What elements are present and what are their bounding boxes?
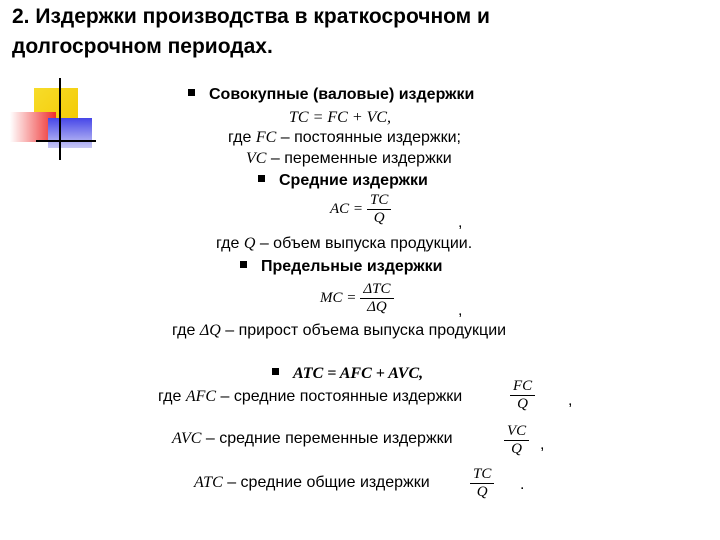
ac-comma: , bbox=[458, 214, 463, 231]
mc-lhs: MC = bbox=[320, 290, 357, 306]
bullet-icon bbox=[240, 261, 247, 268]
atc-symbol: ATC bbox=[194, 474, 223, 491]
fc-def-text: – постоянные издержки; bbox=[280, 129, 461, 146]
dq-def-label: где bbox=[172, 322, 196, 339]
q-definition bbox=[216, 235, 472, 253]
total-costs-heading-text: Совокупные (валовые) издержки bbox=[209, 86, 475, 103]
atc-punct: . bbox=[520, 476, 525, 493]
afc-symbol: AFC bbox=[185, 388, 217, 405]
afc-def-text: – средние постоянные издержки bbox=[220, 388, 463, 405]
total-costs-heading bbox=[188, 86, 474, 104]
mc-formula bbox=[320, 281, 394, 316]
vc-def-text: – переменные издержки bbox=[270, 150, 452, 167]
afc-definition bbox=[158, 388, 462, 406]
ac-denominator: Q bbox=[373, 210, 385, 226]
q-def-label: где bbox=[216, 235, 240, 252]
afc-numerator: FC bbox=[513, 378, 533, 394]
fc-definition bbox=[228, 129, 461, 147]
atc-def-text: – средние общие издержки bbox=[227, 474, 430, 491]
mc-denominator: ΔQ bbox=[367, 299, 387, 315]
avc-denominator: Q bbox=[511, 441, 522, 457]
afc-denominator: Q bbox=[517, 396, 528, 412]
atc-definition bbox=[194, 474, 430, 492]
avc-punct: , bbox=[540, 436, 545, 453]
dq-definition bbox=[172, 322, 506, 340]
tc-formula: TC = FC + VC, bbox=[289, 109, 392, 126]
atc-fraction bbox=[470, 466, 494, 501]
average-costs-heading bbox=[258, 172, 428, 190]
afc-fraction bbox=[510, 378, 535, 413]
fc-symbol: FC bbox=[255, 129, 277, 146]
avc-numerator: VC bbox=[507, 423, 527, 439]
title-line-1: 2. Издержки производства в краткосрочном и bbox=[12, 5, 490, 28]
vc-symbol: VC bbox=[246, 150, 267, 167]
mc-comma: , bbox=[458, 302, 463, 319]
avc-fraction bbox=[504, 423, 529, 458]
afc-punct: , bbox=[568, 392, 573, 409]
atc-formula-line bbox=[272, 365, 423, 383]
afc-def-label: где bbox=[158, 388, 182, 405]
atc-formula: ATC = AFC + AVC, bbox=[293, 365, 424, 382]
marginal-costs-heading bbox=[240, 258, 443, 276]
slide-title bbox=[12, 2, 490, 62]
average-costs-heading-text: Средние издержки bbox=[279, 172, 428, 189]
q-symbol: Q bbox=[243, 235, 256, 252]
q-def-text: – объем выпуска продукции. bbox=[259, 235, 473, 252]
vc-definition bbox=[246, 150, 452, 168]
dq-symbol: ΔQ bbox=[199, 322, 221, 339]
ac-numerator: TC bbox=[370, 192, 389, 208]
deco-blue-square bbox=[48, 118, 92, 148]
bullet-icon bbox=[188, 89, 195, 96]
dq-def-text: – прирост объема выпуска продукции bbox=[225, 322, 507, 339]
atc-numerator: TC bbox=[473, 466, 492, 482]
ac-formula bbox=[330, 192, 391, 227]
bullet-icon bbox=[258, 175, 265, 182]
avc-def-text: – средние переменные издержки bbox=[205, 430, 453, 447]
ac-fraction bbox=[367, 192, 391, 227]
title-line-2: долгосрочном периодах. bbox=[12, 35, 273, 58]
atc-denominator: Q bbox=[476, 484, 488, 500]
deco-horizontal-line bbox=[36, 140, 96, 142]
mc-fraction bbox=[360, 281, 393, 316]
fc-def-label: где bbox=[228, 129, 252, 146]
bullet-icon bbox=[272, 368, 279, 375]
deco-vertical-line bbox=[59, 78, 61, 160]
ac-lhs: AC = bbox=[330, 201, 364, 217]
avc-symbol: AVC bbox=[172, 430, 202, 447]
marginal-costs-heading-text: Предельные издержки bbox=[261, 258, 443, 275]
avc-definition bbox=[172, 430, 453, 448]
mc-numerator: ΔTC bbox=[363, 281, 391, 297]
